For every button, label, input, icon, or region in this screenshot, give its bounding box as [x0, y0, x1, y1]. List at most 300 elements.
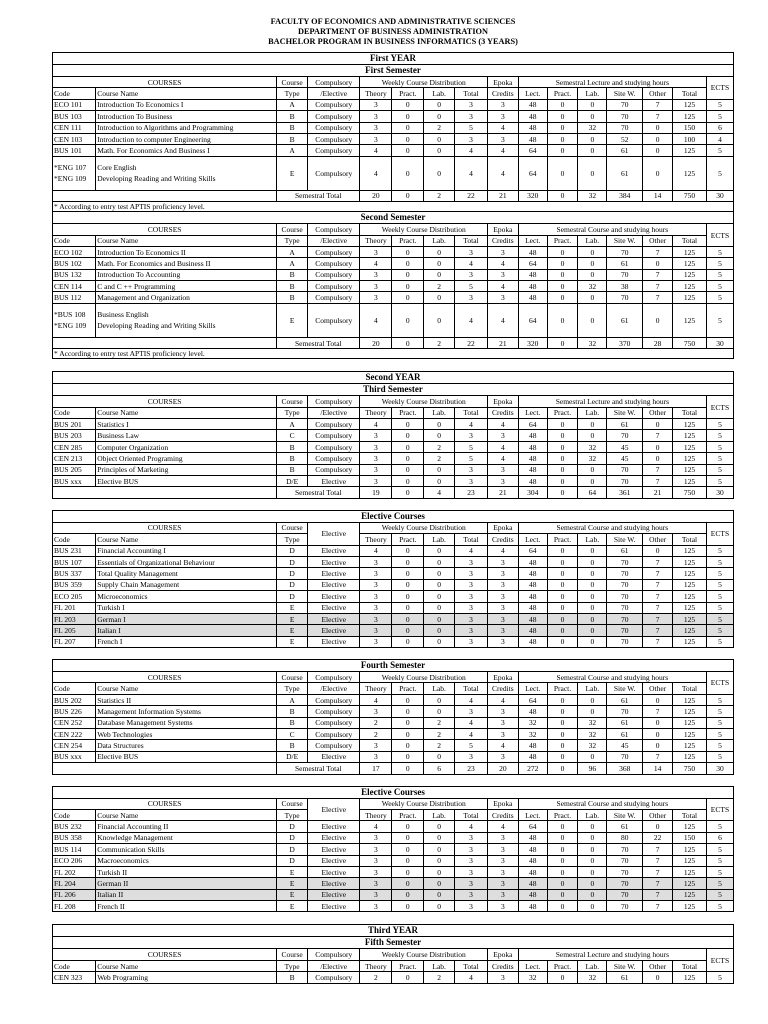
value-lect: 48: [518, 625, 547, 636]
value-ects: 5: [706, 545, 733, 556]
course-row: [53, 717, 734, 728]
compulsory-elective: Compulsory: [308, 717, 360, 728]
value-slab: 0: [578, 556, 607, 567]
value-th: 3: [360, 625, 392, 636]
value-tot: 3: [455, 579, 488, 590]
value-cr: 3: [487, 636, 518, 647]
semestral-total-row: [53, 337, 734, 348]
total-ects: 30: [706, 190, 733, 201]
first-year-table: [52, 52, 734, 359]
course-row: [53, 866, 734, 877]
weekly-distribution-header: Weekly Course Distribution: [360, 522, 488, 533]
value-tot: 3: [455, 591, 488, 602]
value-lect: 48: [518, 281, 547, 292]
course-row: [53, 844, 734, 855]
value-stot: 125: [673, 430, 707, 441]
compulsory-elective: Compulsory: [308, 122, 360, 133]
weekly-distribution-header: Weekly Course Distribution: [360, 949, 488, 960]
pract-header: Pract.: [392, 809, 424, 820]
course-row: [53, 694, 734, 705]
value-pr: 0: [392, 591, 424, 602]
value-cr: 4: [487, 441, 518, 452]
course-name-pair: [96, 303, 277, 337]
total-cr: 21: [487, 487, 518, 498]
value-spr: 0: [547, 556, 578, 567]
value-pr: 0: [392, 441, 424, 452]
value-lect: 48: [518, 613, 547, 624]
type-header: Type: [277, 407, 308, 418]
value-lect: 48: [518, 111, 547, 122]
value-stot: 125: [673, 453, 707, 464]
course-type: D/E: [277, 475, 308, 486]
value-site: 70: [607, 625, 643, 636]
value-slab: 0: [578, 156, 607, 190]
value-th: 3: [360, 613, 392, 624]
value-site: 70: [607, 706, 643, 717]
course-code: CEN 222: [53, 729, 96, 740]
value-cr: 3: [487, 972, 518, 983]
course-type: A: [277, 419, 308, 430]
compulsory-elective: Elective: [308, 579, 360, 590]
value-lab: 0: [424, 269, 455, 280]
value-lect: 48: [518, 246, 547, 257]
value-lect: 48: [518, 133, 547, 144]
value-lect: 48: [518, 556, 547, 567]
value-pr: 0: [392, 419, 424, 430]
total-lect: 320: [518, 190, 547, 201]
value-ects: 5: [706, 441, 733, 452]
value-oth: 7: [643, 475, 673, 486]
value-lab: 0: [424, 694, 455, 705]
value-pr: 0: [392, 729, 424, 740]
site-w-header: Site W.: [607, 809, 643, 820]
value-spr: 0: [547, 855, 578, 866]
second-year-table: [52, 371, 734, 912]
total-header: Total: [455, 960, 488, 971]
value-oth: 7: [643, 269, 673, 280]
value-pr: 0: [392, 866, 424, 877]
course-name: Management and Organization: [96, 292, 277, 303]
course-name: Total Quality Management: [96, 568, 277, 579]
value-lab: 0: [424, 246, 455, 257]
course-name: French II: [96, 901, 277, 912]
value-site: 61: [607, 717, 643, 728]
value-tot: 4: [455, 821, 488, 832]
value-th: 3: [360, 636, 392, 647]
elective-header: Elective: [308, 798, 360, 821]
value-lect: 48: [518, 441, 547, 452]
course-name: Developing Reading and Writing Skills: [97, 174, 216, 184]
value-stot: 125: [673, 901, 707, 912]
total-header: Total: [455, 88, 488, 99]
value-ects: 5: [706, 855, 733, 866]
value-pr: 0: [392, 832, 424, 843]
course-name: Business Law: [96, 430, 277, 441]
value-pr: 0: [392, 972, 424, 983]
value-lab: 0: [424, 602, 455, 613]
total-ects: 30: [706, 763, 733, 774]
value-cr: 4: [487, 258, 518, 269]
course-name: Introduction To Economics II: [96, 246, 277, 257]
course-row: [53, 706, 734, 717]
semestral-hours-header: Semestral Lecture and studying hours: [518, 396, 706, 407]
course-row: [53, 855, 734, 866]
value-lect: 48: [518, 751, 547, 762]
total-header: Total: [455, 235, 488, 246]
site-w-header: Site W.: [607, 683, 643, 694]
total-ects: 30: [706, 337, 733, 348]
course-row: [53, 613, 734, 624]
pract-header: Pract.: [392, 88, 424, 99]
value-stot: 150: [673, 122, 707, 133]
total-spr: 0: [547, 337, 578, 348]
code-header: Code: [53, 683, 96, 694]
value-tot: 4: [455, 694, 488, 705]
value-pr: 0: [392, 475, 424, 486]
course-type: E: [277, 613, 308, 624]
weekly-distribution-header: Weekly Course Distribution: [360, 396, 488, 407]
epoka-header: Epoka: [487, 77, 518, 88]
compulsory-elective: Compulsory: [308, 453, 360, 464]
course-type: B: [277, 281, 308, 292]
value-site: 61: [607, 303, 643, 337]
compulsory-elective: Elective: [308, 545, 360, 556]
first-semester-title: First Semester: [53, 65, 734, 77]
value-tot: 3: [455, 246, 488, 257]
value-tot: 5: [455, 281, 488, 292]
fifth-semester-title-row: [53, 937, 734, 949]
other-header: Other: [643, 235, 673, 246]
value-cr: 3: [487, 579, 518, 590]
value-slab: 32: [578, 122, 607, 133]
value-spr: 0: [547, 303, 578, 337]
value-spr: 0: [547, 246, 578, 257]
value-lect: 48: [518, 878, 547, 889]
compulsory-elective: Elective: [308, 901, 360, 912]
compulsory-elective: Elective: [308, 556, 360, 567]
value-cr: 3: [487, 613, 518, 624]
value-ects: 5: [706, 901, 733, 912]
value-site: 70: [607, 591, 643, 602]
value-lect: 48: [518, 269, 547, 280]
other-header: Other: [643, 88, 673, 99]
value-cr: 3: [487, 729, 518, 740]
second-semester-title: Second Semester: [53, 212, 734, 224]
third-year-table: [52, 924, 734, 983]
course-row: [53, 419, 734, 430]
course-row: [53, 545, 734, 556]
course-type: E: [277, 625, 308, 636]
course-type-header: Course: [277, 522, 308, 533]
value-slab: 32: [578, 740, 607, 751]
value-pr: 0: [392, 269, 424, 280]
course-type: B: [277, 706, 308, 717]
value-spr: 0: [547, 441, 578, 452]
value-site: 70: [607, 636, 643, 647]
value-oth: 7: [643, 556, 673, 567]
compulsory-elective: Elective: [308, 625, 360, 636]
value-slab: 0: [578, 475, 607, 486]
value-slab: 0: [578, 694, 607, 705]
value-site: 70: [607, 99, 643, 110]
pract-header: Pract.: [547, 960, 578, 971]
value-th: 4: [360, 258, 392, 269]
course-code: CEN 114: [53, 281, 96, 292]
value-lab: 0: [424, 613, 455, 624]
value-cr: 3: [487, 591, 518, 602]
value-oth: 0: [643, 258, 673, 269]
value-oth: 7: [643, 464, 673, 475]
course-name: Introduction To Economics I: [96, 99, 277, 110]
site-w-header: Site W.: [607, 534, 643, 545]
value-slab: 0: [578, 855, 607, 866]
courses-header: COURSES: [53, 396, 277, 407]
value-ects: 5: [706, 972, 733, 983]
value-oth: 7: [643, 706, 673, 717]
epoka-header: Epoka: [487, 798, 518, 809]
value-ects: 5: [706, 292, 733, 303]
value-lect: 48: [518, 568, 547, 579]
value-slab: 32: [578, 729, 607, 740]
lab-header: Lab.: [424, 809, 455, 820]
value-slab: 0: [578, 706, 607, 717]
courses-header: COURSES: [53, 522, 277, 533]
value-slab: 0: [578, 889, 607, 900]
semestral-hours-header: Semestral Course and studying hours: [518, 672, 706, 683]
value-pr: 0: [392, 556, 424, 567]
value-tot: 3: [455, 613, 488, 624]
course-type: D/E: [277, 751, 308, 762]
value-tot: 4: [455, 156, 488, 190]
value-cr: 3: [487, 717, 518, 728]
value-lect: 32: [518, 717, 547, 728]
compulsory-elective: Elective: [308, 568, 360, 579]
total-header: Total: [673, 235, 707, 246]
value-spr: 0: [547, 866, 578, 877]
total-spacer: [53, 487, 277, 498]
total-spacer: [53, 337, 277, 348]
footnote-row: [53, 202, 734, 212]
semestral-hours-header: Semestral Lecture and studying hours: [518, 949, 706, 960]
total-header: Total: [673, 960, 707, 971]
value-oth: 7: [643, 591, 673, 602]
pract-header: Pract.: [392, 960, 424, 971]
course-type: B: [277, 122, 308, 133]
course-type: A: [277, 694, 308, 705]
value-spr: 0: [547, 636, 578, 647]
value-tot: 5: [455, 441, 488, 452]
compulsory-elective: Elective: [308, 751, 360, 762]
course-row: [53, 636, 734, 647]
course-name: Turkish I: [96, 602, 277, 613]
value-stot: 125: [673, 625, 707, 636]
lect-header: Lect.: [518, 88, 547, 99]
compulsory-header: Compulsory: [308, 672, 360, 683]
value-oth: 7: [643, 246, 673, 257]
value-tot: 3: [455, 269, 488, 280]
value-lab: 2: [424, 122, 455, 133]
course-name: Introduction To Business: [96, 111, 277, 122]
value-lect: 64: [518, 419, 547, 430]
course-type: E: [277, 156, 308, 190]
value-tot: 4: [455, 729, 488, 740]
course-code: *BUS 108: [54, 310, 86, 320]
value-slab: 0: [578, 625, 607, 636]
value-ects: 6: [706, 122, 733, 133]
total-spr: 0: [547, 487, 578, 498]
course-row: [53, 740, 734, 751]
value-pr: 0: [392, 568, 424, 579]
value-site: 70: [607, 556, 643, 567]
value-lab: 0: [424, 292, 455, 303]
compulsory-elective: Elective: [308, 475, 360, 486]
course-code: FL 208: [53, 901, 96, 912]
value-stot: 125: [673, 579, 707, 590]
course-type: D: [277, 591, 308, 602]
value-th: 3: [360, 430, 392, 441]
total-pr: 0: [392, 190, 424, 201]
course-name: C and C ++ Programming: [96, 281, 277, 292]
total-lect: 272: [518, 763, 547, 774]
weekly-distribution-header: Weekly Course Distribution: [360, 77, 488, 88]
value-ects: 5: [706, 464, 733, 475]
value-lab: 0: [424, 579, 455, 590]
compulsory-elective: Elective: [308, 602, 360, 613]
column-header-row: [53, 798, 734, 809]
value-lab: 2: [424, 740, 455, 751]
site-w-header: Site W.: [607, 407, 643, 418]
value-pr: 0: [392, 111, 424, 122]
lab-header: Lab.: [578, 235, 607, 246]
semestral-hours-header: Semestral Course and studying hours: [518, 224, 706, 235]
value-stot: 125: [673, 545, 707, 556]
total-site: 384: [607, 190, 643, 201]
pract-header: Pract.: [392, 235, 424, 246]
value-spr: 0: [547, 591, 578, 602]
value-oth: 7: [643, 613, 673, 624]
compulsory-elective: Compulsory: [308, 694, 360, 705]
value-ects: 5: [706, 591, 733, 602]
value-tot: 3: [455, 866, 488, 877]
value-lect: 48: [518, 122, 547, 133]
value-ects: 5: [706, 568, 733, 579]
value-slab: 32: [578, 972, 607, 983]
value-th: 3: [360, 441, 392, 452]
course-code: ECO 101: [53, 99, 96, 110]
compulsory-elective: Compulsory: [308, 464, 360, 475]
course-code: BUS 205: [53, 464, 96, 475]
courses-header: COURSES: [53, 672, 277, 683]
value-th: 3: [360, 602, 392, 613]
value-oth: 7: [643, 751, 673, 762]
course-type: B: [277, 453, 308, 464]
document-header: [52, 17, 734, 52]
value-site: 70: [607, 292, 643, 303]
course-name: Data Structures: [96, 740, 277, 751]
course-row: [53, 878, 734, 889]
compulsory-elective: Elective: [308, 889, 360, 900]
value-site: 70: [607, 602, 643, 613]
ects-header: ECTS: [706, 522, 733, 545]
value-spr: 0: [547, 122, 578, 133]
value-lect: 64: [518, 156, 547, 190]
total-header: Total: [455, 809, 488, 820]
course-row: [53, 292, 734, 303]
value-spr: 0: [547, 878, 578, 889]
blank-row: [53, 648, 734, 660]
total-stot: 750: [673, 190, 707, 201]
total-spacer: [53, 763, 277, 774]
value-site: 52: [607, 133, 643, 144]
course-row: [53, 625, 734, 636]
course-type: E: [277, 901, 308, 912]
semestral-hours-header: Semestral Course and studying hours: [518, 798, 706, 809]
pract-header: Pract.: [392, 683, 424, 694]
value-lect: 48: [518, 832, 547, 843]
value-pr: 0: [392, 258, 424, 269]
value-spr: 0: [547, 281, 578, 292]
value-cr: 4: [487, 419, 518, 430]
value-lab: 0: [424, 591, 455, 602]
value-th: 2: [360, 729, 392, 740]
course-type: A: [277, 145, 308, 156]
course-type: B: [277, 133, 308, 144]
column-subheader-row: [53, 960, 734, 971]
compulsory-elective: Elective: [308, 866, 360, 877]
value-stot: 125: [673, 258, 707, 269]
value-site: 80: [607, 832, 643, 843]
total-tot: 23: [455, 763, 488, 774]
course-name: Knowledge Management: [96, 832, 277, 843]
value-oth: 7: [643, 292, 673, 303]
total-oth: 28: [643, 337, 673, 348]
compulsory-elective: Compulsory: [308, 156, 360, 190]
course-name: Financial Accounting I: [96, 545, 277, 556]
compulsory-elective: Compulsory: [308, 292, 360, 303]
value-tot: 4: [455, 972, 488, 983]
value-cr: 3: [487, 901, 518, 912]
value-pr: 0: [392, 579, 424, 590]
course-name: Computer Organization: [96, 441, 277, 452]
value-th: 3: [360, 269, 392, 280]
value-stot: 125: [673, 464, 707, 475]
column-header-row: [53, 949, 734, 960]
value-pr: 0: [392, 844, 424, 855]
value-cr: 3: [487, 99, 518, 110]
compulsory-elective: Elective: [308, 613, 360, 624]
value-lab: 0: [424, 145, 455, 156]
course-code: BUS 107: [53, 556, 96, 567]
value-ects: 5: [706, 613, 733, 624]
total-slab: 32: [578, 190, 607, 201]
value-stot: 125: [673, 475, 707, 486]
course-type-header: Course: [277, 672, 308, 683]
value-ects: 5: [706, 729, 733, 740]
total-site: 361: [607, 487, 643, 498]
value-spr: 0: [547, 258, 578, 269]
value-stot: 125: [673, 878, 707, 889]
value-slab: 0: [578, 145, 607, 156]
value-stot: 125: [673, 591, 707, 602]
elective-subheader: /Elective: [308, 235, 360, 246]
course-type-header: Course: [277, 798, 308, 809]
total-header: Total: [673, 88, 707, 99]
spacer: [52, 912, 734, 924]
value-ects: 5: [706, 453, 733, 464]
theory-header: Theory: [360, 407, 392, 418]
course-type: B: [277, 972, 308, 983]
footnote-row: [53, 349, 734, 359]
